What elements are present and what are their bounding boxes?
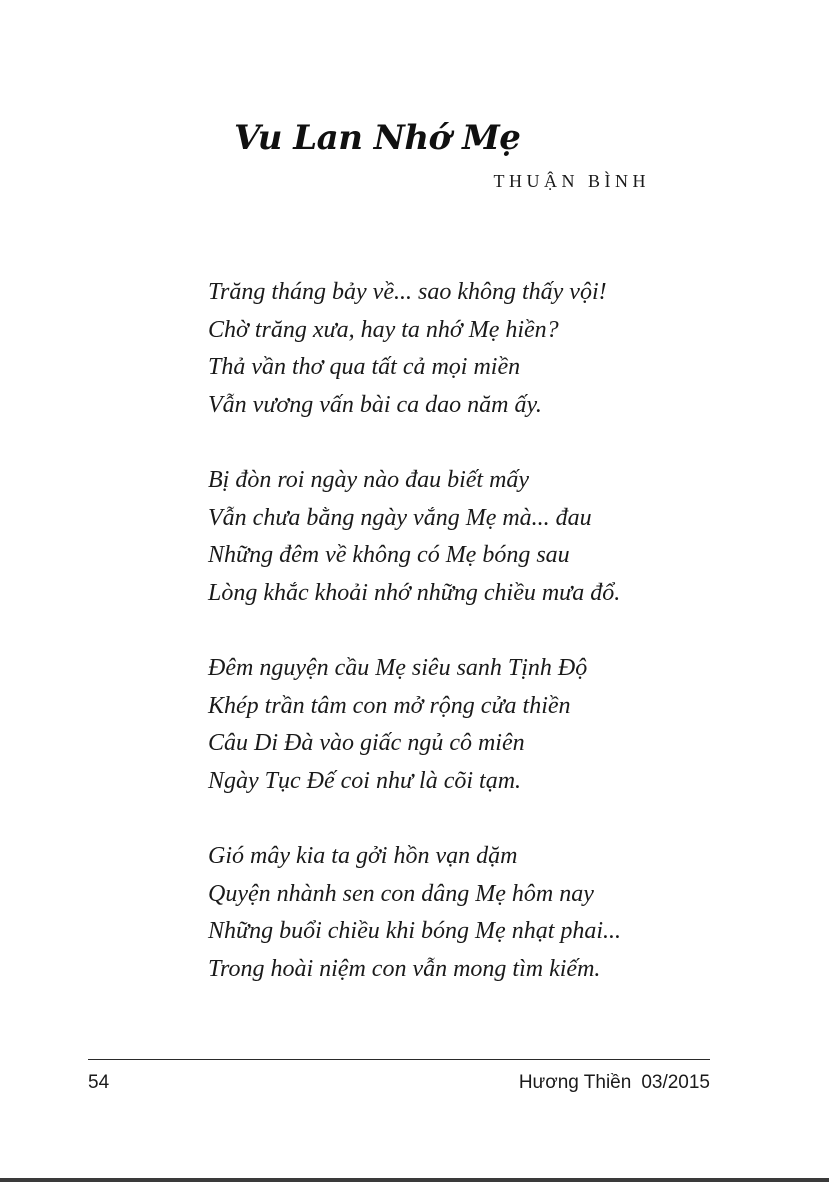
poem-line: Chờ trăng xưa, hay ta nhớ Mẹ hiền? bbox=[208, 316, 559, 343]
poem-line: Gió mây kia ta gởi hồn vạn dặm bbox=[208, 843, 518, 869]
stanza-3 bbox=[208, 650, 728, 800]
poem-line: Câu Di Đà vào giấc ngủ cô miên bbox=[208, 730, 525, 756]
stanza-1 bbox=[208, 274, 728, 424]
poem-line: Lòng khắc khoải nhớ những chiều mưa đổ. bbox=[208, 579, 621, 606]
poem-line: Ngày Tục Đế coi như là cõi tạm. bbox=[208, 767, 522, 794]
poem-line: Khép trần tâm con mở rộng cửa thiền bbox=[208, 692, 571, 719]
issue-date: 03/2015 bbox=[641, 1072, 710, 1093]
poem-line: Những buổi chiều khi bóng Mẹ nhạt phai... bbox=[208, 918, 622, 944]
footer-divider bbox=[88, 1059, 710, 1060]
poem-line: Thả vần thơ qua tất cả mọi miền bbox=[208, 354, 521, 380]
poem-line: Quyện nhành sen con dâng Mẹ hôm nay bbox=[208, 880, 594, 907]
poem-line: Bị đòn roi ngày nào đau biết mấy bbox=[208, 467, 530, 493]
poem-title: Vu Lan Nhớ Mẹ bbox=[234, 118, 521, 158]
poem-body bbox=[208, 274, 728, 988]
scan-edge bbox=[0, 1178, 829, 1182]
poem-line: Vẫn chưa bằng ngày vắng Mẹ mà... đau bbox=[208, 504, 592, 531]
poem-line: Trong hoài niệm con vẫn mong tìm kiếm. bbox=[208, 955, 601, 982]
publication-info bbox=[450, 1070, 710, 1096]
poem-line: Những đêm về không có Mẹ bóng sau bbox=[208, 542, 570, 568]
stanza-2 bbox=[208, 462, 728, 612]
poem-line: Đêm nguyện cầu Mẹ siêu sanh Tịnh Độ bbox=[208, 655, 588, 681]
page-number: 54 bbox=[88, 1072, 110, 1093]
poem-line: Vẫn vương vấn bài ca dao năm ấy. bbox=[208, 391, 542, 418]
stanza-4 bbox=[208, 838, 728, 988]
publication-name: Hương Thiền bbox=[518, 1072, 632, 1093]
poem-line: Trăng tháng bảy về... sao không thấy vội! bbox=[208, 279, 607, 305]
poem-author: THUẬN BÌNH bbox=[493, 171, 650, 191]
